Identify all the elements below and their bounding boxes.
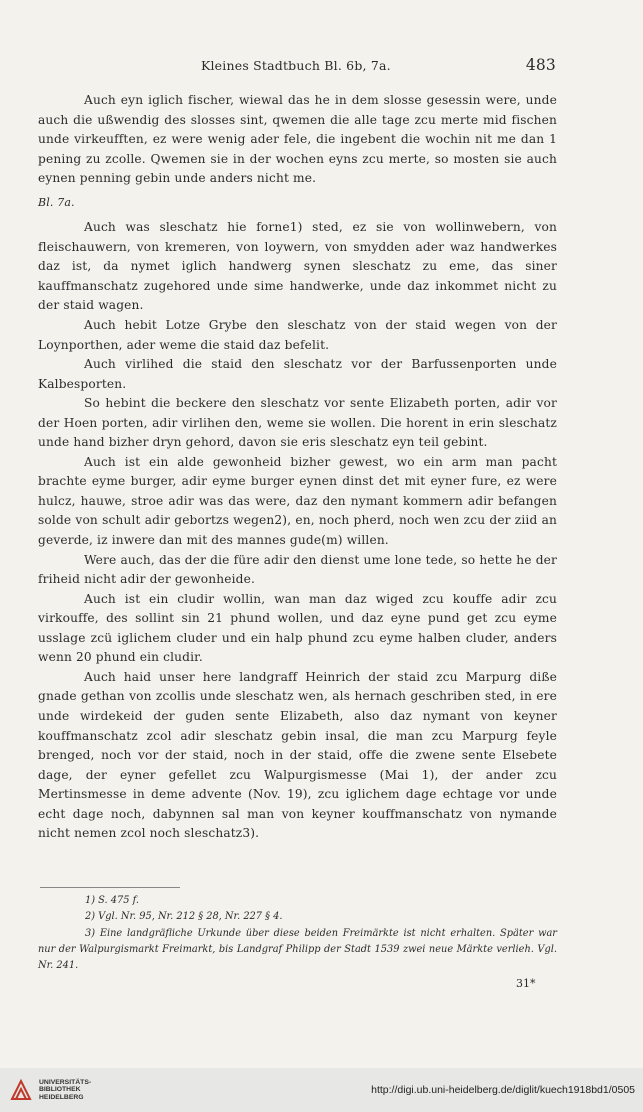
page-number: 483 <box>525 56 556 74</box>
viewer-footer <box>0 1068 643 1112</box>
paragraph: Were auch, das der die füre adir den dienst ume lone tede, so hette he der friheid nicht adir der gewonheide. <box>38 552 557 587</box>
library-logo-text <box>39 1079 91 1102</box>
paragraph: Auch haid unser here landgraff Heinrich der staid zcu Marpurg diße gnade gethan von zcollis unde sleschatz wen, als hernach geschriben sted, in ere unde wirdekeid der guden sente Elizabeth, also daz nymant von keyner kouffmanschatz zcol adir sleschatz gebin insal, die man zcu Marpurg feyle brenged, noch vor der staid, noch in der staid, offe die zwene sente Elsebete dage, der eyner gefellet zcu Walpurgismesse (Mai 1), der ander zcu Mertinsmesse in deme advente (Nov. 19), zcu iglichem dage echtage vor unde echt dage noch, dabynnen sal man von keyner kouffmanschatz von nymande nicht nemen zcol noch sleschatz3). <box>38 669 557 841</box>
footnote: 3) Eine landgräfliche Urkunde über diese beiden Freimärkte ist nicht erhalten. Später war nur der Walpurgismarkt Freimarkt, bis Landgraf Philipp der Stadt 1539 zwei neue Märkte verlieh. Vgl. Nr. 241. <box>38 927 557 972</box>
paragraph: Auch virlihed die staid den sleschatz vor der Barfussenporten unde Kalbesporten. <box>38 357 557 391</box>
body-text <box>38 91 557 844</box>
logo-line: UNIVERSITÄTS- <box>39 1078 92 1086</box>
logo-line: BIBLIOTHEK <box>39 1086 81 1094</box>
logo-line: HEIDELBERG <box>39 1093 84 1101</box>
footnote: 1) S. 475 f. <box>85 895 139 906</box>
paragraph: Auch ist ein alde gewonheid bizher gewest, wo ein arm man pacht brachte eyme burger, adir eyme burger eynen dinst det mit eyner fure, ez were hulcz, hauwe, stroe adir was das were, daz den nymant kommern adir befangen solde von schult adir gebortzs wegen2), en, noch pherd, noch wen zcu der ziid an geverde, iz inwere dan mit des mannes gude(m) willen. <box>38 454 557 548</box>
footnote: 2) Vgl. Nr. 95, Nr. 212 § 28, Nr. 227 § 4. <box>85 911 283 923</box>
source-url-link[interactable]: http://digi.ub.uni-heidelberg.de/diglit/kuech1918bd1/0505 <box>371 1084 635 1096</box>
paragraph: Auch ist ein cludir wollin, wan man daz wiged zcu kouffe adir zcu virkouffe, des sollint sin 21 phund wollen, und daz eyne pund get zcu eyme usslage zcü iglichem cluder und ein halp phund zcu eyme halben cluder, anders wenn 20 phund ein cludir. <box>38 591 557 665</box>
folio-marker: Bl. 7a. <box>38 195 75 209</box>
running-title: Kleines Stadtbuch Bl. 6b, 7a. <box>200 58 391 73</box>
running-header <box>36 56 556 74</box>
signature-mark: 31* <box>516 977 536 990</box>
footnote-divider <box>40 887 180 888</box>
footnotes <box>38 893 557 974</box>
paragraph: So hebint die beckere den sleschatz vor sente Elizabeth porten, adir vor der Hoen porten, adir virlihen den, weme sie wollen. Die horent in erin sleschatz unde hand bizher dryn gehord, davon sie eris sleschatz eyn teil gebint. <box>38 396 557 450</box>
library-logo-icon <box>8 1077 34 1103</box>
paragraph: Auch eyn iglich fischer, wiewal das he in dem slosse gesessin were, unde auch die ußwendig des slosses sint, qwemen die alle tage zcu merte mid fischen unde virkeufften, ez were wenig ader fele, die ingebent die wochin nit me dan 1 pening zu zcolle. Qwemen sie in der wochen eyns zcu merte, so mosten sie auch eynen penning gebin unde anders nicht me. <box>38 93 557 186</box>
paragraph: Auch was sleschatz hie forne1) sted, ez sie von wollinwebern, von fleischauwern, von kremeren, von loywern, von smydden ader waz handwerkes daz ist, da nymet iglich handwerg synen sleschatz zu eme, das siner kauffmanschatz zugehored unde sime handwerke, unde daz inkommet nicht zu der staid wagen. <box>38 220 557 313</box>
paragraph: Auch hebit Lotze Grybe den sleschatz von der staid wegen von der Loynporthen, ader weme die staid daz befelit. <box>38 318 557 352</box>
